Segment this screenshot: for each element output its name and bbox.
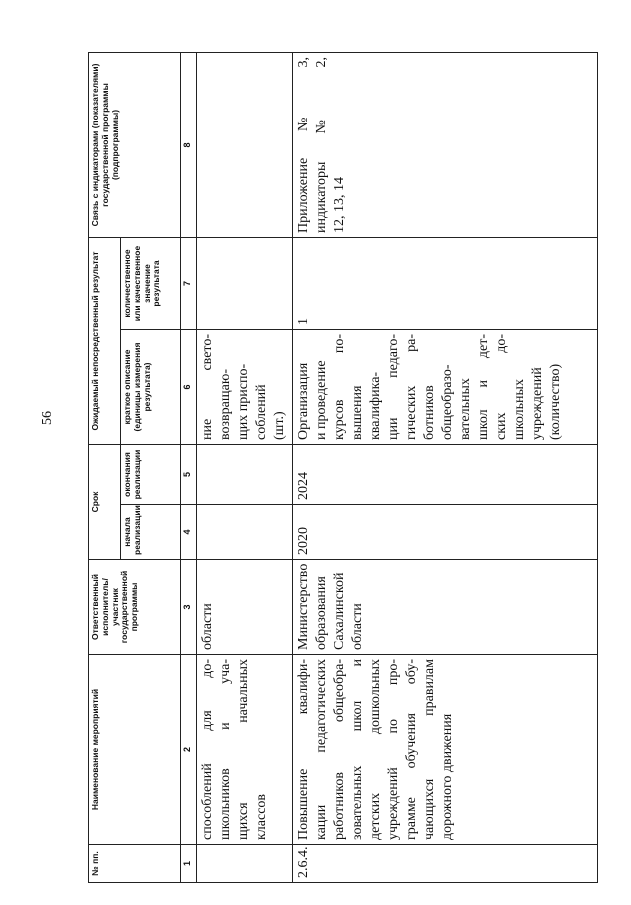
result-value: 1 [293,237,598,329]
text-line: способлений для до- [200,659,215,840]
column-number: 6 [181,330,197,445]
text-line: Приложение № 3, [296,56,311,233]
table-row [197,52,293,882]
page-number: 56 [40,411,55,425]
text-line: 12, 13, 14 [332,176,347,233]
text-line: чающихся правилам [422,659,437,840]
column-number: 3 [181,560,197,655]
executor [197,560,293,655]
header-term-start: начала реализации [121,505,181,560]
text-line: ботников [422,385,437,440]
term-end [197,445,293,505]
text-line: школьников и уча- [218,659,233,840]
text-line: дорожного движения [440,713,455,840]
text-line: индикаторы № 2, [314,56,329,233]
text-line: работников общеобра- [332,659,347,840]
column-number: 8 [181,52,197,237]
text-line: школьных [512,379,527,440]
rotated-table-wrapper [88,53,598,883]
text-line: образования [314,576,329,650]
text-line: возвращаю- [218,369,233,440]
column-number: 5 [181,445,197,505]
text-line: и проведение [314,360,329,440]
text-line: Повышение квалифи- [296,659,311,840]
text-line: детских дошкольных [368,659,383,840]
text-line: зовательных школ и [350,659,365,840]
indicator-link [197,52,293,237]
header-link: Связь с индикаторами (показателями) государственной программы (подпрограммы) [89,52,181,237]
text-line: области [200,603,215,650]
header-result-value: количественное или качественное значение результата [121,237,181,329]
text-line: гических ра- [404,334,419,440]
text-line: щихся начальных [236,659,251,840]
text-line: ских до- [494,334,509,440]
text-line: области [350,603,365,650]
column-number: 2 [181,655,197,845]
text-line: учреждений по про- [386,659,401,840]
result-value [197,237,293,329]
text-line: кации педагогических [314,659,329,840]
text-line: щих приспо- [236,363,251,440]
text-line: вышения [350,385,365,440]
term-start: 2020 [293,505,598,560]
indicator-link [293,52,598,237]
activity-name [197,655,293,845]
text-line: школ и дет- [476,334,491,440]
header-num: № пп. [89,845,181,883]
header-term-end: окончания реализации [121,445,181,505]
text-line: (количество) [548,363,563,440]
text-line: ции педаго- [386,334,401,440]
text-line: ние свето- [200,334,215,440]
text-line: классов [254,793,269,840]
header-result: Ожидаемый непосредственный результат [89,237,121,444]
text-line: соблений [254,384,269,440]
text-line: Организация [296,362,311,440]
header-result-desc: краткое описание (единицы измерения результата) [121,330,181,445]
text-line: общеобразо- [440,364,455,440]
header-term: Срок [89,445,121,560]
table-row [293,52,598,882]
text-line: вательных [458,378,473,440]
result-description [293,330,598,445]
activities-table [88,52,598,883]
term-start [197,505,293,560]
column-number: 1 [181,845,197,883]
header-name: Наименование мероприятий [89,655,181,845]
term-end: 2024 [293,445,598,505]
column-number: 7 [181,237,197,329]
text-line: Сахалинской [332,572,347,650]
text-line: грамме обучения обу- [404,659,419,840]
text-line: учреждений [530,367,545,440]
result-description [197,330,293,445]
header-executor: Ответственный исполнитель/ участник государственной программы [89,560,181,655]
text-line: Министерство [296,563,311,650]
text-line: (шт.) [272,411,287,440]
row-num [197,845,293,883]
row-num: 2.6.4. [293,845,598,883]
column-number: 4 [181,505,197,560]
text-line: квалифика- [368,371,383,440]
activity-name [293,655,598,845]
executor [293,560,598,655]
text-line: курсов по- [332,334,347,440]
